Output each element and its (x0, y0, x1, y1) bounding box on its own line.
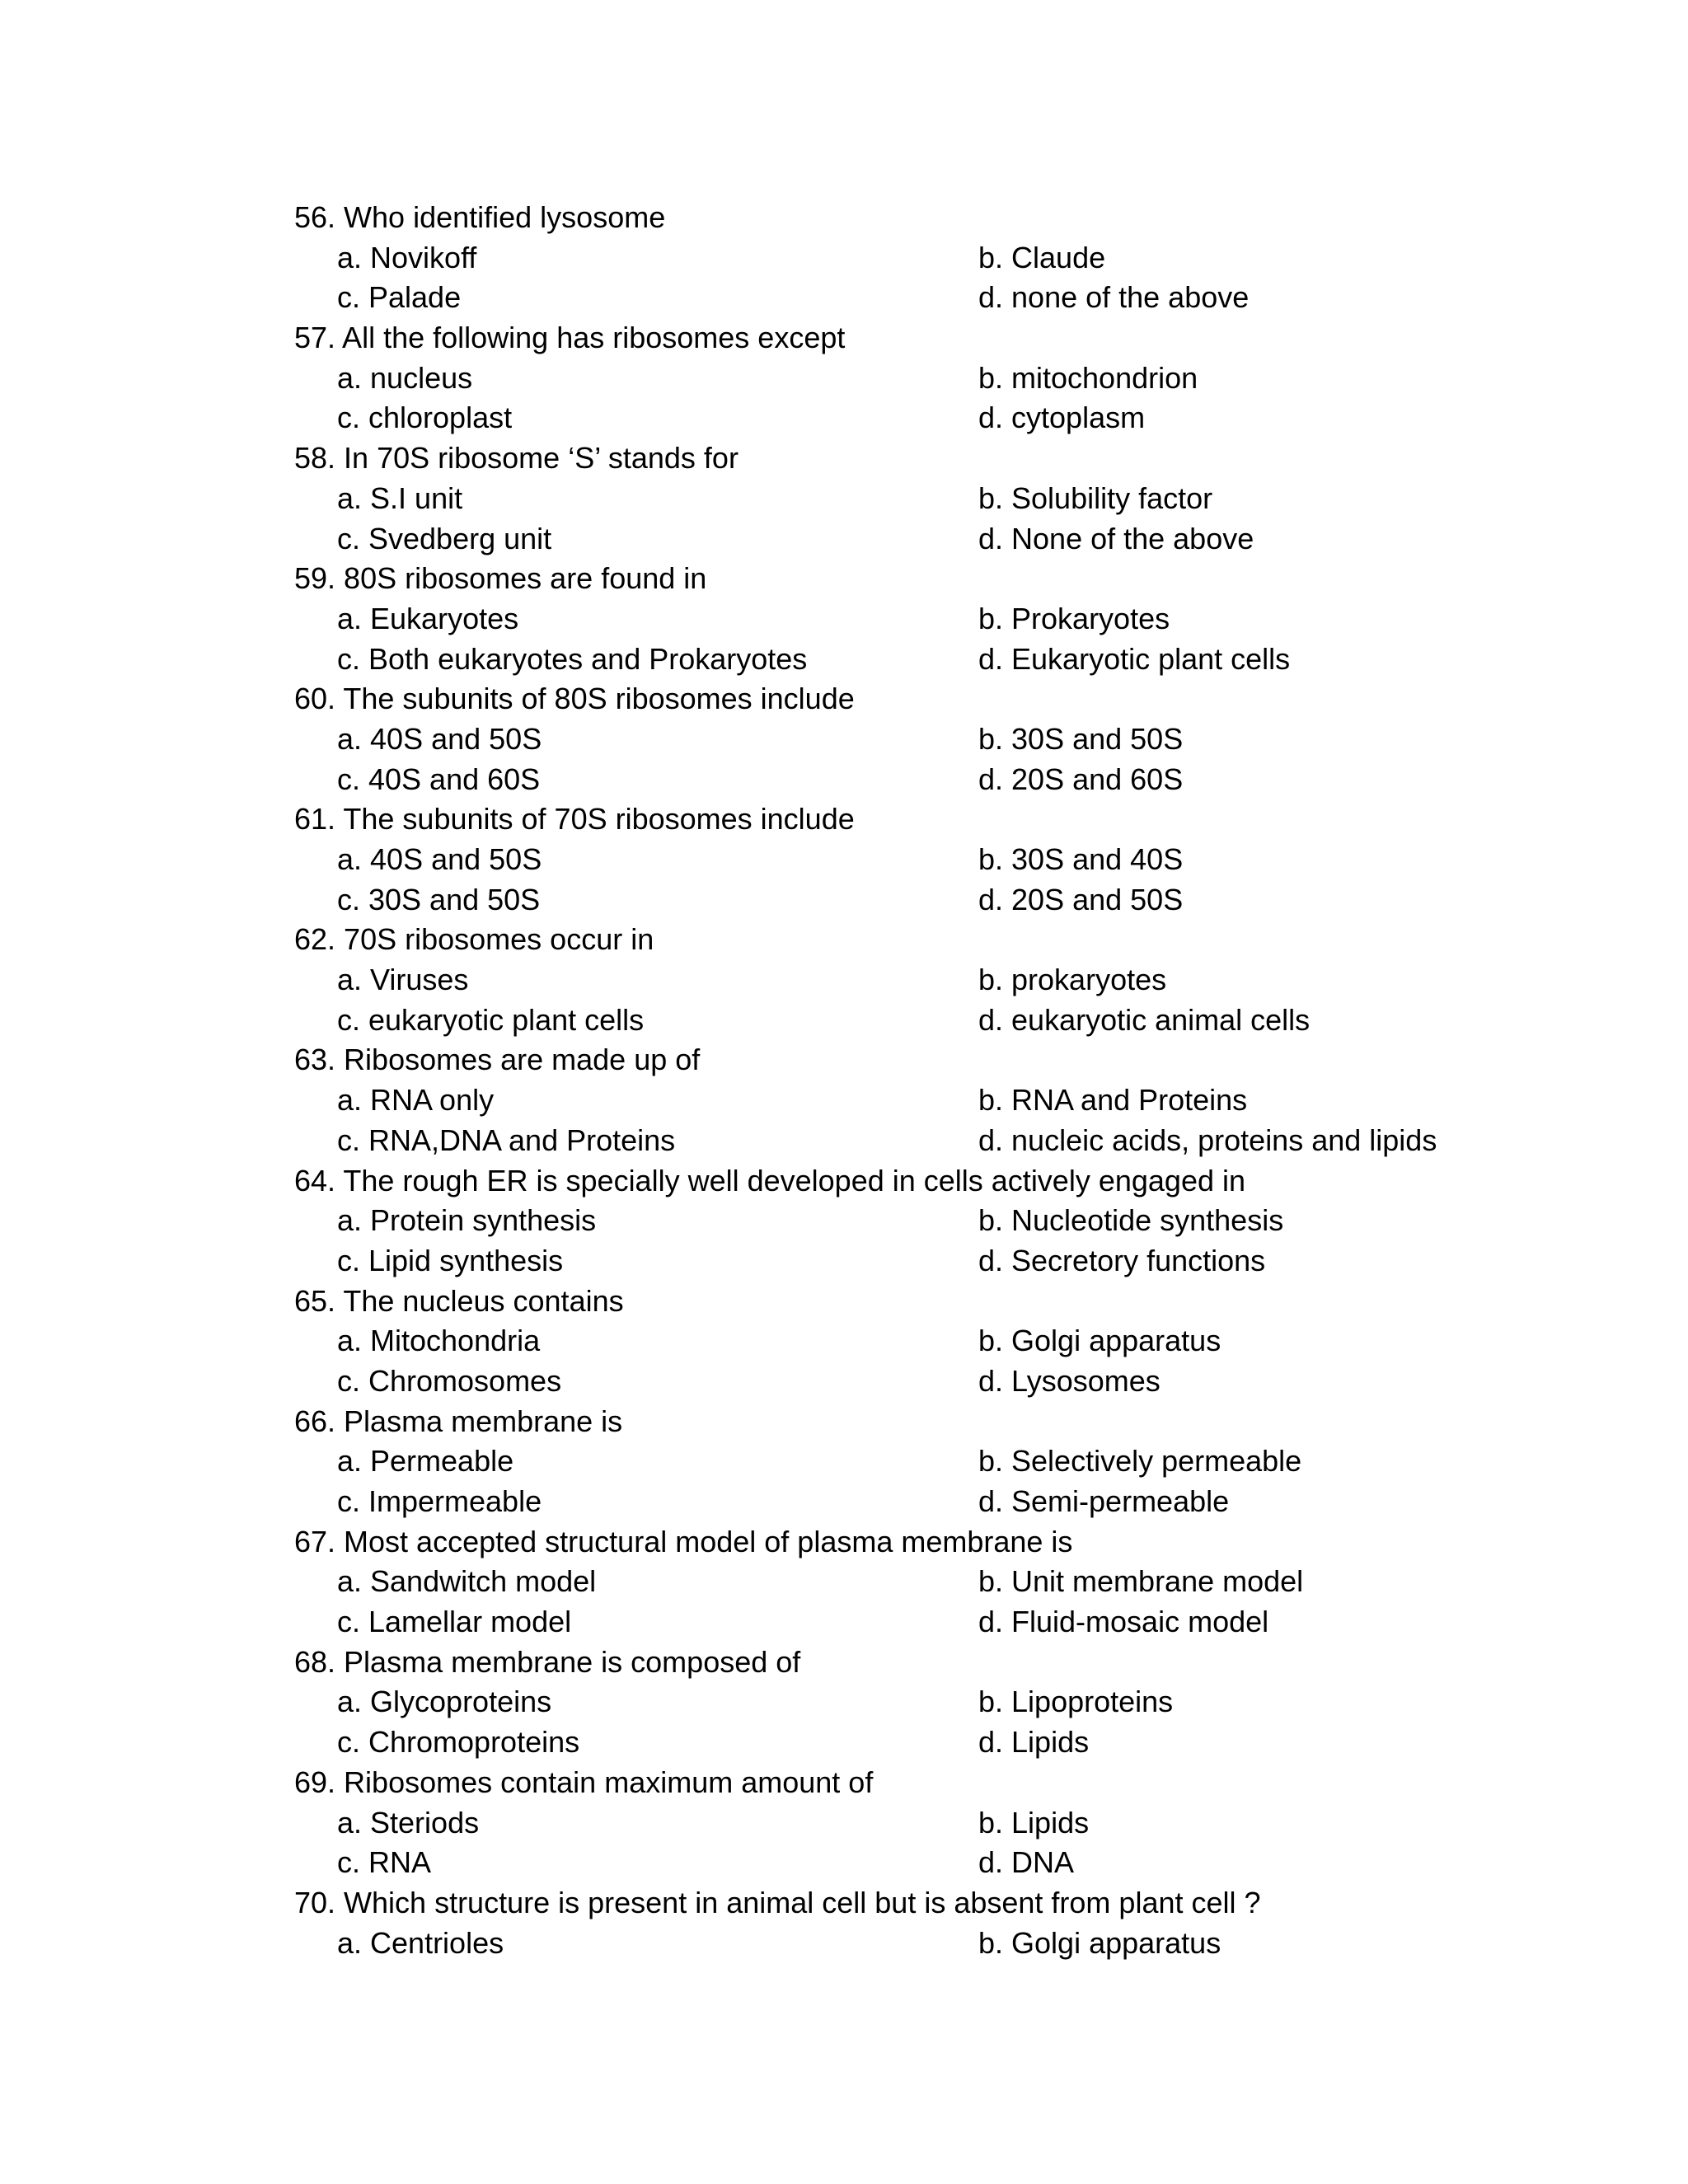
answer-option: a. Permeable (337, 1444, 514, 1479)
option-row (294, 1843, 1498, 1883)
option-row (294, 1441, 1498, 1482)
answer-option: c. Lamellar model (337, 1605, 572, 1639)
answer-option: b. Nucleotide synthesis (978, 1203, 1284, 1238)
answer-option: b. 30S and 40S (978, 842, 1184, 876)
answer-option: b. RNA and Proteins (978, 1083, 1248, 1118)
answer-option: d. Lipids (978, 1725, 1090, 1760)
question-text: 65. The nucleus contains (294, 1283, 624, 1318)
question-row (294, 1040, 1498, 1080)
option-row (294, 398, 1498, 438)
answer-option: c. Chromoproteins (337, 1725, 580, 1760)
answer-option: b. mitochondrion (978, 360, 1198, 395)
question-text: 59. 80S ribosomes are found in (294, 561, 707, 596)
answer-option: c. RNA,DNA and Proteins (337, 1122, 676, 1157)
answer-option: a. nucleus (337, 360, 473, 395)
answer-option: b. Unit membrane model (978, 1564, 1304, 1599)
answer-option: b. Solubility factor (978, 480, 1213, 515)
question-row (294, 1282, 1498, 1322)
answer-option: c. chloroplast (337, 401, 513, 435)
option-row (294, 1722, 1498, 1763)
answer-option: d. cytoplasm (978, 401, 1146, 435)
option-row (294, 960, 1498, 1001)
question-row (294, 1643, 1498, 1683)
question-row (294, 438, 1498, 479)
answer-option: d. eukaryotic animal cells (978, 1002, 1311, 1037)
answer-option: a. RNA only (337, 1083, 495, 1118)
answer-option: c. Svedberg unit (337, 521, 552, 555)
question-row (294, 920, 1498, 960)
question-text: 67. Most accepted structural model of plasma membrane is (294, 1524, 1073, 1558)
option-row (294, 719, 1498, 760)
question-row (294, 318, 1498, 359)
option-row (294, 1080, 1498, 1121)
question-row (294, 679, 1498, 719)
answer-option: a. Centrioles (337, 1925, 504, 1960)
question-text: 63. Ribosomes are made up of (294, 1043, 701, 1077)
question-list (294, 198, 1498, 1963)
answer-option: c. Palade (337, 280, 462, 315)
answer-option: a. Sandwitch model (337, 1564, 597, 1599)
question-text: 70. Which structure is present in animal cell but is absent from plant cell ? (294, 1885, 1261, 1919)
option-row (294, 238, 1498, 279)
answer-option: c. 30S and 50S (337, 882, 541, 916)
question-text: 60. The subunits of 80S ribosomes include (294, 682, 855, 716)
question-row (294, 1522, 1498, 1563)
question-row (294, 799, 1498, 840)
option-row (294, 1201, 1498, 1241)
answer-option: a. Novikoff (337, 240, 477, 274)
answer-option: c. Impermeable (337, 1484, 542, 1518)
question-row (294, 198, 1498, 238)
answer-option: d. nucleic acids, proteins and lipids (978, 1122, 1437, 1157)
answer-option: d. Semi-permeable (978, 1484, 1230, 1518)
answer-option: a. Viruses (337, 963, 469, 997)
answer-option: a. Protein synthesis (337, 1203, 597, 1238)
answer-option: b. prokaryotes (978, 963, 1167, 997)
option-row (294, 1803, 1498, 1844)
option-row (294, 278, 1498, 318)
answer-option: a. Mitochondria (337, 1324, 541, 1358)
question-row (294, 1402, 1498, 1442)
answer-option: c. eukaryotic plant cells (337, 1002, 645, 1037)
answer-option: c. Both eukaryotes and Prokaryotes (337, 641, 808, 676)
option-row (294, 519, 1498, 560)
question-row (294, 1883, 1498, 1924)
answer-option: a. 40S and 50S (337, 721, 542, 756)
answer-option: d. 20S and 60S (978, 762, 1184, 796)
option-row (294, 1924, 1498, 1964)
answer-option: b. Golgi apparatus (978, 1925, 1221, 1960)
option-row (294, 1562, 1498, 1602)
option-row (294, 760, 1498, 800)
answer-option: b. 30S and 50S (978, 721, 1184, 756)
answer-option: c. Lipid synthesis (337, 1243, 564, 1277)
option-row (294, 1321, 1498, 1361)
answer-option: d. Eukaryotic plant cells (978, 641, 1291, 676)
answer-option: b. Lipoproteins (978, 1685, 1174, 1719)
option-row (294, 1602, 1498, 1643)
option-row (294, 1121, 1498, 1161)
answer-option: b. Claude (978, 240, 1106, 274)
question-text: 56. Who identified lysosome (294, 200, 666, 234)
question-text: 69. Ribosomes contain maximum amount of (294, 1765, 874, 1799)
option-row (294, 880, 1498, 921)
question-text: 57. All the following has ribosomes except (294, 321, 846, 355)
answer-option: a. Eukaryotes (337, 601, 519, 635)
answer-option: a. Glycoproteins (337, 1685, 552, 1719)
question-text: 66. Plasma membrane is (294, 1404, 623, 1438)
option-row (294, 1682, 1498, 1722)
answer-option: d. Fluid-mosaic model (978, 1605, 1269, 1639)
question-text: 64. The rough ER is specially well developed in cells actively engaged in (294, 1163, 1246, 1197)
answer-option: c. RNA (337, 1845, 432, 1880)
answer-option: b. Lipids (978, 1805, 1090, 1840)
question-row (294, 1161, 1498, 1202)
option-row (294, 1361, 1498, 1402)
answer-option: b. Selectively permeable (978, 1444, 1302, 1479)
option-row (294, 479, 1498, 519)
answer-option: d. Secretory functions (978, 1243, 1266, 1277)
answer-option: d. Lysosomes (978, 1363, 1160, 1398)
answer-option: a. 40S and 50S (337, 842, 542, 876)
question-text: 61. The subunits of 70S ribosomes include (294, 802, 855, 837)
answer-option: c. 40S and 60S (337, 762, 541, 796)
answer-option: a. S.I unit (337, 480, 463, 515)
answer-option: b. Golgi apparatus (978, 1324, 1221, 1358)
answer-option: d. DNA (978, 1845, 1075, 1880)
question-text: 68. Plasma membrane is composed of (294, 1644, 801, 1679)
option-row (294, 840, 1498, 880)
question-row (294, 559, 1498, 599)
option-row (294, 1482, 1498, 1522)
option-row (294, 640, 1498, 680)
question-text: 58. In 70S ribosome ‘S’ stands for (294, 441, 738, 476)
answer-option: c. Chromosomes (337, 1363, 562, 1398)
answer-option: a. Steriods (337, 1805, 480, 1840)
answer-option: d. None of the above (978, 521, 1254, 555)
answer-option: d. 20S and 50S (978, 882, 1184, 916)
question-text: 62. 70S ribosomes occur in (294, 922, 654, 957)
question-row (294, 1763, 1498, 1803)
option-row (294, 1241, 1498, 1282)
option-row (294, 359, 1498, 399)
option-row (294, 599, 1498, 640)
option-row (294, 1001, 1498, 1041)
answer-option: d. none of the above (978, 280, 1250, 315)
answer-option: b. Prokaryotes (978, 601, 1170, 635)
